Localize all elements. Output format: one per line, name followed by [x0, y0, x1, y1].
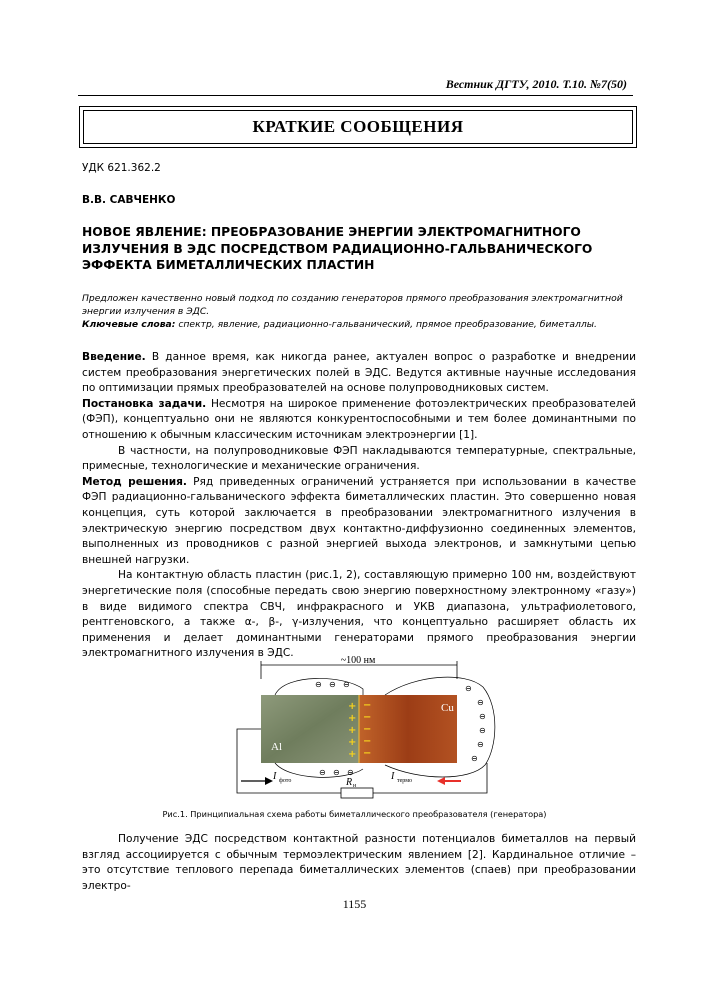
paragraph-task — [82, 397, 636, 444]
arrow-termo-head — [437, 777, 445, 785]
paragraph-task2: В частности, на полупроводниковые ФЭП накладываются температурные, спектральные, примесные, технологические и механические ограничения. — [82, 444, 636, 473]
section-title: КРАТКИЕ СООБЩЕНИЯ — [83, 110, 633, 144]
cu-label: Cu — [441, 702, 454, 714]
method-label: Метод решения. — [82, 475, 187, 488]
svg-text:−: − — [363, 700, 372, 711]
body-text — [82, 350, 636, 662]
page-number: 1155 — [342, 897, 367, 911]
svg-text:⊖: ⊖ — [479, 726, 486, 735]
keywords-label: Ключевые слова: — [82, 319, 176, 330]
svg-text:+: + — [348, 713, 357, 724]
i-termo-label: I — [391, 771, 395, 782]
task-text: Несмотря на широкое применение фотоэлектрических преобразователей (ФЭП), концептуально они не являются конкурентоспособными и тем более доминантными по отношению к обычным классическим источникам электроэнергии [1]. — [82, 397, 636, 441]
al-label: Al — [271, 741, 282, 753]
svg-text:−: − — [363, 736, 372, 747]
svg-text:−: − — [363, 748, 372, 759]
svg-text:+: + — [348, 737, 357, 748]
svg-text:⊖: ⊖ — [329, 680, 336, 689]
header-rule — [78, 95, 633, 96]
resistor-sub: н — [353, 783, 357, 789]
journal-header: Вестник ДГТУ, 2010. Т.10. №7(50) — [445, 77, 627, 91]
paragraph-contact: На контактную область пластин (рис.1, 2), составляющую примерно 100 нм, воздействуют энергетические поля (способные передать свою энергию поверхностному электронному «газу») в виде видимого спектра СВЧ, инфракрасного и УКВ диапазона, ультрафиолетового, рентгеновского, а также α-, β-, γ-излучения, что концептуально расширяет область их применения и делает доминантными генераторами прямого преобразования энергии электромагнитного излучения в ЭДС. — [82, 569, 636, 660]
paragraph-intro — [82, 350, 636, 397]
resistor-label: R — [346, 777, 353, 788]
svg-text:⊖: ⊖ — [333, 768, 340, 777]
task-label: Постановка задачи. — [82, 397, 207, 410]
abstract: Предложен качественно новый подход по созданию генераторов прямого преобразования электромагнитной энергии излучения в ЭДС. — [82, 293, 623, 317]
i-foto-sub: фото — [279, 778, 292, 784]
paragraph-final: Получение ЭДС посредством контактной разности потенциалов биметаллов на первый взгляд ассоциируется с обычным термоэлектрическим явлением [2]. Кардинальное отличие – это отсутствие теплового перепада биметаллических элементов (спаев) при преобразовании электро- — [82, 833, 636, 892]
i-foto-label: I — [273, 771, 277, 782]
svg-text:⊖: ⊖ — [347, 768, 354, 777]
paragraph-method — [82, 475, 636, 569]
figure-caption: Рис.1. Принципиальная схема работы биметаллического преобразователя (генератора) — [162, 809, 547, 819]
method-text: Ряд приведенных ограничений устраняется при использовании в качестве ФЭП радиационно-гальванического эффекта биметаллических пластин. Это совершенно новая концепция, суть которой заключается в преобразовании электромагнитного излучения в электрическую энергию посредством двух контактно-диффузионно соединенных элементов, выполненных из проводников с разной энергией выхода электронов, и замкнутыми цепью внешней нагрузки. — [82, 475, 636, 566]
svg-text:⊖: ⊖ — [479, 712, 486, 721]
svg-text:⊖: ⊖ — [343, 680, 350, 689]
author: В.В. САВЧЕНКО — [82, 194, 176, 206]
keywords-line — [82, 318, 638, 331]
udk-code: УДК 621.362.2 — [82, 162, 161, 174]
svg-text:⊖: ⊖ — [319, 768, 326, 777]
section-box — [79, 106, 637, 148]
figure-bimetal-diagram — [215, 653, 500, 803]
arrow-foto-head — [265, 777, 273, 785]
intro-label: Введение. — [82, 351, 146, 363]
abstract-block — [82, 292, 638, 331]
keywords: спектр, явление, радиационно-гальванический, прямое преобразование, биметаллы. — [175, 319, 597, 330]
intro-text: В данное время, как никогда ранее, актуален вопрос о разработке и внедрении систем преобразования энергетических полей в ЭДС. Ведутся активные научные исследования по оптимизации прямых преобразователей на основе полупроводниковых систем. — [82, 351, 636, 395]
i-termo-sub: термо — [397, 778, 412, 784]
svg-text:+: + — [348, 701, 357, 712]
svg-text:+: + — [348, 725, 357, 736]
article-title: НОВОЕ ЯВЛЕНИЕ: ПРЕОБРАЗОВАНИЕ ЭНЕРГИИ ЭЛЕКТРОМАГНИТНОГО ИЗЛУЧЕНИЯ В ЭДС ПОСРЕДСТВОМ РАДИАЦИОННО-ГАЛЬВАНИЧЕСКОГО ЭФФЕКТА БИМЕТАЛЛИЧЕСКИХ ПЛАСТИН — [82, 225, 593, 272]
svg-text:⊖: ⊖ — [477, 698, 484, 707]
svg-text:⊖: ⊖ — [315, 680, 322, 689]
svg-text:⊖: ⊖ — [465, 684, 472, 693]
svg-text:−: − — [363, 724, 372, 735]
svg-text:−: − — [363, 712, 372, 723]
svg-text:⊖: ⊖ — [471, 754, 478, 763]
width-label: ~100 нм — [340, 655, 376, 666]
load-resistor — [341, 788, 373, 798]
svg-text:+: + — [348, 749, 357, 760]
svg-text:⊖: ⊖ — [477, 740, 484, 749]
